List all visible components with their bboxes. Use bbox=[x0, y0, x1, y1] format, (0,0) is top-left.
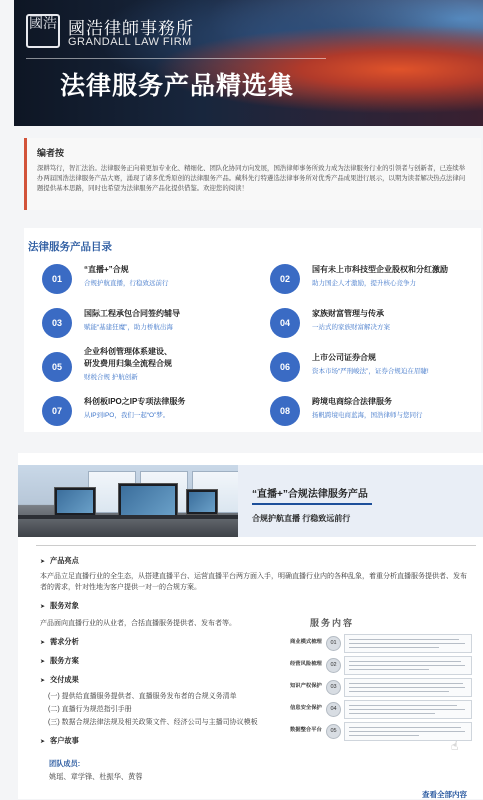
catalog-item-subtitle: 赋能“基建狂魔”，助力桥航出海 bbox=[84, 324, 173, 331]
editor-note-title: 编者按 bbox=[37, 148, 65, 158]
catalog-item-title: “直播+”合规 bbox=[84, 265, 129, 274]
service-row-label: 经营风险梳理 bbox=[290, 661, 322, 667]
service-row-label: 商业模式梳理 bbox=[290, 639, 322, 645]
desk-decor bbox=[18, 515, 238, 519]
product-header bbox=[18, 465, 483, 537]
service-row-box bbox=[344, 678, 472, 697]
service-row bbox=[290, 634, 472, 652]
service-row bbox=[290, 700, 472, 718]
monitor-icon bbox=[186, 489, 218, 515]
service-row-label: 数据整合平台 bbox=[290, 727, 322, 733]
catalog-item-subtitle: 扬帆跨境电商蓝海，国浩律师与您同行 bbox=[312, 412, 423, 419]
banner-divider bbox=[26, 58, 326, 59]
catalog-item-title: 跨境电商综合法律服务 bbox=[312, 397, 392, 406]
hand-cursor-icon: ☝ bbox=[451, 739, 459, 753]
editor-note-text: 深耕笃行，智汇法治。法律服务正向着更加专业化、精细化、团队化协同方向发展，国浩律师事务所致力成为法律服务行业的引领者与创新者，已连续举办两届国浩法律服务产品大赛，涌现了诸多优秀原创的法律服务产品。藏科先行特遴选法律事务所对优秀产品成果进行展示，以期为读者解决热点法律问题提供基本思路，同时也希望为法律服务产品化提供借鉴。欢迎您的阅读！ bbox=[37, 165, 466, 192]
service-row-box bbox=[344, 656, 472, 675]
service-row-label: 信息安全保护 bbox=[290, 705, 322, 711]
firm-name-cn: 國浩律師事務所 bbox=[68, 19, 194, 39]
catalog-title: 法律服务产品目录 bbox=[28, 241, 112, 253]
catalog-item-05[interactable] bbox=[42, 347, 257, 384]
needs-heading[interactable]: ➤ 需求分析 bbox=[40, 637, 79, 647]
catalog-item-title: 国际工程承包合同签约辅导 bbox=[84, 309, 180, 318]
catalog-item-02[interactable] bbox=[270, 262, 483, 296]
deliverables-heading[interactable]: ➤ 交付成果 bbox=[40, 675, 79, 685]
deliverable-item: (二) 直播行为规范指引手册 bbox=[48, 706, 132, 713]
catalog-item-title: 企业科创管理体系建设、 bbox=[84, 347, 172, 356]
service-row-number: 01 bbox=[326, 636, 341, 651]
catalog-item-04[interactable] bbox=[270, 306, 483, 340]
plan-heading[interactable]: ➤ 服务方案 bbox=[40, 656, 79, 666]
catalog-item-subtitle: 助力国企人才激励，提升核心竞争力 bbox=[312, 280, 416, 287]
catalog-item-title-line2: 研发费用归集全流程合规 bbox=[84, 359, 172, 368]
catalog-item-subtitle: 合规护航直播，行稳致远前行 bbox=[84, 280, 169, 287]
service-row bbox=[290, 722, 472, 740]
monitor-icon bbox=[118, 483, 178, 518]
catalog-item-title: 上市公司证券合规 bbox=[312, 353, 376, 362]
client-story-heading[interactable]: ➤ 客户故事 bbox=[40, 736, 79, 746]
catalog-number: 05 bbox=[42, 352, 72, 382]
team-names: 姚瑶、章学锋、杜振华、黄蓉 bbox=[49, 772, 143, 781]
catalog-item-subtitle: 财税合规 护航创新 bbox=[84, 374, 138, 381]
catalog-number: 02 bbox=[270, 264, 300, 294]
product-photo bbox=[18, 465, 238, 537]
target-heading: ➤ 服务对象 bbox=[40, 601, 79, 611]
deliverable-item: (三) 数据合规法律法规及相关政策文件、经济公司与主播司协议模板 bbox=[48, 719, 258, 726]
deliverable-item: (一) 提供给直播服务提供者、直播服务发布者的合规义务清单 bbox=[48, 693, 237, 700]
service-row-box bbox=[344, 700, 472, 719]
product-subtitle: 合规护航直播 行稳致远前行 bbox=[252, 514, 351, 523]
product-detail bbox=[36, 545, 476, 799]
service-row-box bbox=[344, 634, 472, 653]
catalog-item-title: 国有未上市科技型企业股权和分红激励 bbox=[312, 265, 448, 274]
view-all-link[interactable]: 查看全部内容 bbox=[422, 790, 467, 799]
title-underline bbox=[252, 503, 372, 505]
service-row-number: 04 bbox=[326, 702, 341, 717]
catalog-number: 07 bbox=[42, 396, 72, 426]
catalog-item-title: 科创板IPO之IP专项法律服务 bbox=[84, 397, 186, 406]
product-catalog bbox=[24, 228, 481, 432]
catalog-item-06[interactable] bbox=[270, 350, 483, 384]
catalog-number: 08 bbox=[270, 396, 300, 426]
catalog-item-08[interactable] bbox=[270, 394, 483, 428]
catalog-item-01[interactable] bbox=[42, 262, 257, 296]
service-content-panel bbox=[290, 616, 472, 756]
highlights-heading: ➤ 产品亮点 bbox=[40, 556, 79, 566]
target-text: 产品面向直播行业的从业者，合括直播服务提供者、发布者等。 bbox=[40, 620, 236, 627]
team-label: 团队成员: bbox=[49, 759, 81, 768]
highlights-text: 本产品立足直播行业的全生态，从搭建直播平台、运营直播平台两方面入手，明确直播行业内的各种乱象，着重分析直播服务提供者、发布者的需求，针对性地为客户提供一对一的合规方案。 bbox=[40, 573, 467, 591]
firm-name-en: GRANDALL LAW FIRM bbox=[68, 36, 192, 48]
product-title: “直播+”合规法律服务产品 bbox=[252, 489, 368, 500]
catalog-number: 04 bbox=[270, 308, 300, 338]
catalog-item-title: 家族财富管理与传承 bbox=[312, 309, 384, 318]
product-section bbox=[18, 453, 483, 799]
catalog-item-03[interactable] bbox=[42, 306, 257, 340]
monitor-icon bbox=[54, 487, 96, 516]
service-row-label: 知识产权保护 bbox=[290, 683, 322, 689]
catalog-item-subtitle: 资本市场“严刑峻法”，证券合规迫在眉睫! bbox=[312, 368, 429, 375]
page-title: 法律服务产品精选集 bbox=[60, 72, 295, 100]
service-row-number: 05 bbox=[326, 724, 341, 739]
service-row bbox=[290, 678, 472, 696]
catalog-number: 03 bbox=[42, 308, 72, 338]
firm-logo-icon: 國浩 bbox=[26, 14, 60, 48]
catalog-number: 01 bbox=[42, 264, 72, 294]
catalog-item-07[interactable] bbox=[42, 394, 257, 428]
service-row-number: 02 bbox=[326, 658, 341, 673]
header-banner bbox=[14, 0, 483, 126]
catalog-item-subtitle: 从IP到IPO，我们一起“O”梦。 bbox=[84, 412, 170, 419]
service-content-title: 服务内容 bbox=[310, 618, 355, 628]
editor-note bbox=[24, 138, 481, 210]
catalog-item-subtitle: 一站式的家族财富解决方案 bbox=[312, 324, 390, 331]
service-row bbox=[290, 656, 472, 674]
catalog-number: 06 bbox=[270, 352, 300, 382]
service-row-number: 03 bbox=[326, 680, 341, 695]
